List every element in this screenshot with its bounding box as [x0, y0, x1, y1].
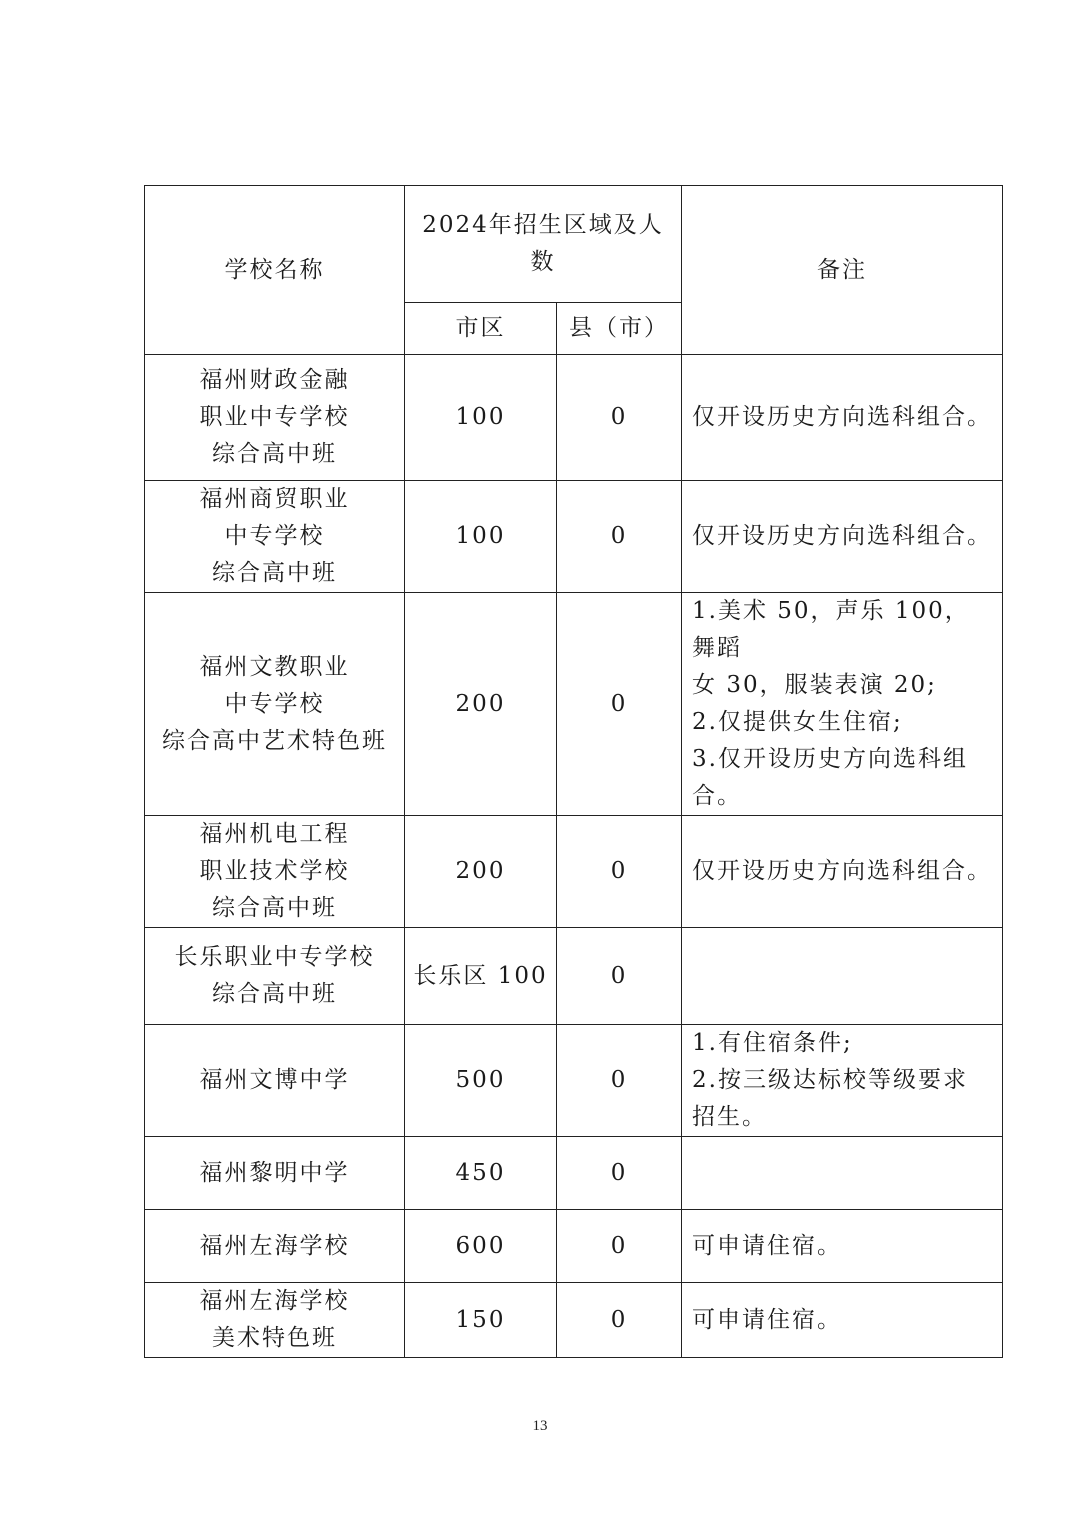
school-name-cell — [145, 816, 405, 928]
table-row — [145, 481, 1003, 593]
school-name-cell — [145, 1283, 405, 1358]
school-name-line: 职业技术学校 — [199, 858, 350, 884]
header-school: 学校名称 — [145, 186, 405, 355]
school-name-cell — [145, 928, 405, 1025]
school-name-line: 福州左海学校 — [199, 1232, 350, 1259]
school-name-line: 综合高中艺术特色班 — [162, 727, 387, 754]
county-quota-cell: 0 — [557, 1283, 682, 1358]
school-name-line: 福州黎明中学 — [199, 1159, 350, 1186]
city-quota-cell: 长乐区 100 — [405, 928, 557, 1025]
school-name-line: 福州文博中学 — [199, 1067, 350, 1093]
city-quota-cell: 100 — [405, 481, 557, 593]
table-row — [145, 593, 1003, 816]
city-quota-cell: 450 — [405, 1137, 557, 1210]
header-remark: 备注 — [682, 186, 1003, 355]
city-quota-cell: 150 — [405, 1283, 557, 1358]
remark-cell — [682, 928, 1003, 1025]
school-name-line: 综合高中班 — [212, 895, 337, 921]
table-row — [145, 816, 1003, 928]
header-city: 市区 — [405, 303, 557, 355]
school-name-cell — [145, 1210, 405, 1283]
remark-line: 1.有住宿条件; — [692, 1030, 853, 1056]
remark-line: 招生。 — [692, 1104, 768, 1130]
school-name-line: 职业中专学校 — [199, 404, 350, 430]
remark-line: 2.仅提供女生住宿; — [692, 709, 903, 735]
remark-cell — [682, 1137, 1003, 1210]
remark-line: 3.仅开设历史方向选科组 — [692, 746, 968, 772]
remark-cell — [682, 355, 1003, 481]
school-name-cell — [145, 1025, 405, 1137]
remark-line: 仅开设历史方向选科组合。 — [692, 404, 993, 430]
remark-line: 1.美术 50，声乐 100，舞蹈 — [692, 598, 970, 661]
remark-cell — [682, 1210, 1003, 1283]
school-name-line: 福州商贸职业 — [199, 486, 350, 512]
county-quota-cell: 0 — [557, 593, 682, 816]
school-name-line: 福州左海学校 — [199, 1288, 350, 1314]
county-quota-cell: 0 — [557, 1025, 682, 1137]
table-row — [145, 1210, 1003, 1283]
school-name-line: 长乐职业中专学校 — [174, 944, 375, 970]
remark-cell — [682, 1025, 1003, 1137]
school-name-line: 美术特色班 — [212, 1325, 337, 1351]
enrollment-table — [144, 185, 1003, 1358]
remark-line: 可申请住宿。 — [692, 1232, 843, 1259]
school-name-line: 中专学校 — [224, 523, 325, 549]
city-quota-cell: 100 — [405, 355, 557, 481]
school-name-cell — [145, 1137, 405, 1210]
table-row — [145, 1283, 1003, 1358]
table-row — [145, 355, 1003, 481]
table-row — [145, 1025, 1003, 1137]
table-body — [145, 355, 1003, 1358]
county-quota-cell: 0 — [557, 481, 682, 593]
city-quota-cell: 600 — [405, 1210, 557, 1283]
remark-cell — [682, 593, 1003, 816]
remark-line: 合。 — [692, 783, 743, 809]
school-name-cell — [145, 593, 405, 816]
remark-cell — [682, 481, 1003, 593]
city-quota-cell: 200 — [405, 816, 557, 928]
county-quota-cell: 0 — [557, 1210, 682, 1283]
county-quota-cell: 0 — [557, 928, 682, 1025]
county-quota-cell: 0 — [557, 1137, 682, 1210]
remark-line: 可申请住宿。 — [692, 1306, 843, 1333]
remark-cell — [682, 1283, 1003, 1358]
header-county: 县（市） — [557, 303, 682, 355]
school-name-line: 福州文教职业 — [199, 653, 350, 680]
school-name-line: 综合高中班 — [212, 441, 337, 467]
remark-line: 仅开设历史方向选科组合。 — [692, 523, 993, 549]
school-name-line: 综合高中班 — [212, 981, 337, 1007]
remark-line: 女 30，服装表演 20; — [692, 672, 937, 698]
remark-line: 2.按三级达标校等级要求 — [692, 1067, 968, 1093]
table-row — [145, 928, 1003, 1025]
remark-cell — [682, 816, 1003, 928]
county-quota-cell: 0 — [557, 355, 682, 481]
header-region-group: 2024年招生区域及人数 — [405, 186, 682, 303]
school-name-line: 福州财政金融 — [199, 367, 350, 393]
city-quota-cell: 500 — [405, 1025, 557, 1137]
remark-line: 仅开设历史方向选科组合。 — [692, 858, 993, 884]
school-name-cell — [145, 481, 405, 593]
page-number: 13 — [532, 1418, 548, 1434]
city-quota-cell: 200 — [405, 593, 557, 816]
school-name-line: 中专学校 — [224, 690, 325, 717]
school-name-cell — [145, 355, 405, 481]
table-row — [145, 1137, 1003, 1210]
school-name-line: 福州机电工程 — [199, 821, 350, 847]
county-quota-cell: 0 — [557, 816, 682, 928]
school-name-line: 综合高中班 — [212, 560, 337, 586]
